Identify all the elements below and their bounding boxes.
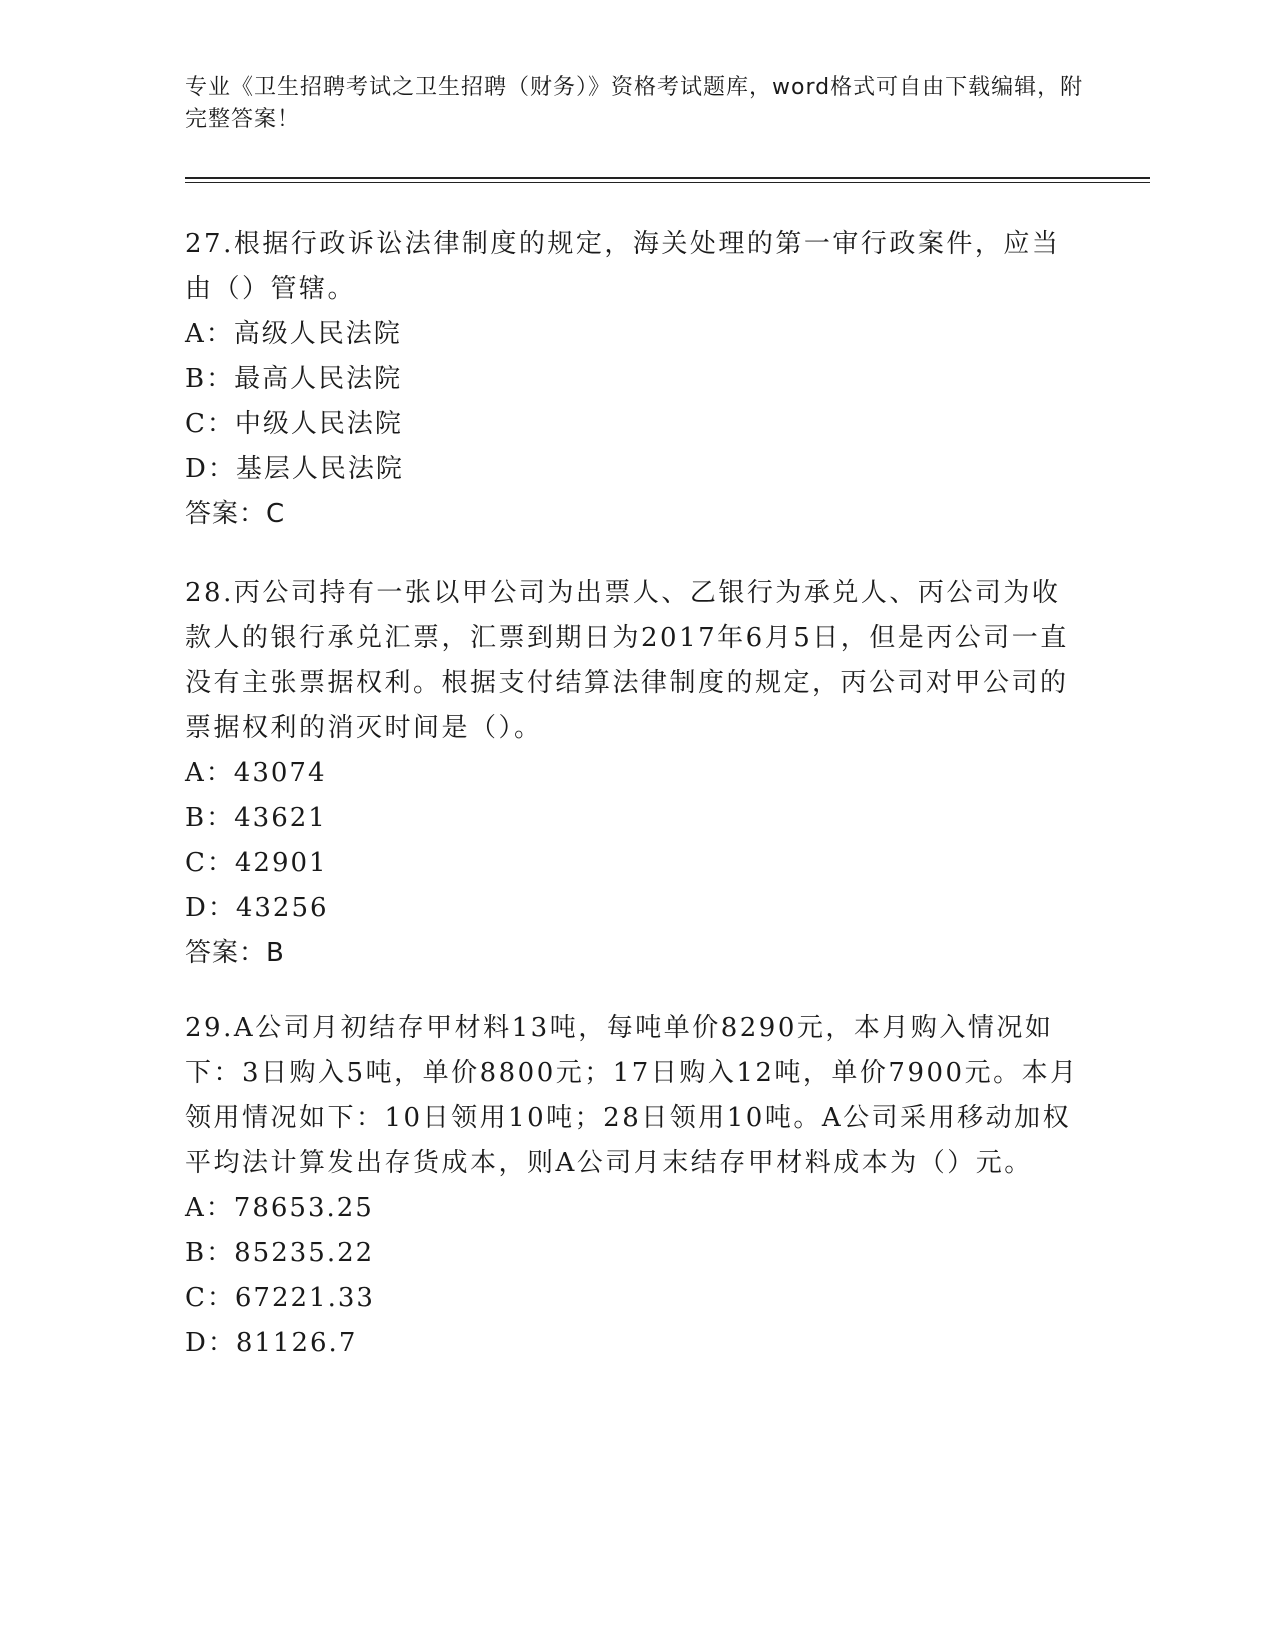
question-stem: 27.根据行政诉讼法律制度的规定，海关处理的第一审行政案件，应当由（）管辖。 [185, 229, 1061, 304]
question-29 [185, 1006, 1085, 1366]
option-b: B：85235.22 [185, 1238, 375, 1268]
option-d: D：基层人民法院 [185, 454, 404, 484]
option-d: D：43256 [185, 893, 329, 923]
option-a: A：43074 [185, 758, 327, 788]
header-divider-thin [185, 182, 1150, 183]
answer: 答案：C [185, 499, 286, 529]
option-b: B：43621 [185, 803, 327, 833]
option-a: A：高级人民法院 [185, 319, 402, 349]
option-a: A：78653.25 [185, 1193, 374, 1223]
question-27 [185, 222, 1085, 537]
document-header: 专业《卫生招聘考试之卫生招聘（财务）》资格考试题库，word格式可自由下载编辑，附完整答案！ [185, 75, 1084, 132]
header-divider [185, 177, 1150, 179]
question-stem: 28.丙公司持有一张以甲公司为出票人、乙银行为承兑人、丙公司为收款人的银行承兑汇票，汇票到期日为2017年6月5日，但是丙公司一直没有主张票据权利。根据支付结算法律制度的规定，丙公司对甲公司的票据权利的消灭时间是（）。 [185, 578, 1069, 743]
question-stem: 29.A公司月初结存甲材料13吨，每吨单价8290元，本月购入情况如下：3日购入5吨，单价8800元；17日购入12吨，单价7900元。本月领用情况如下：10日领用10吨；28日领用10吨。A公司采用移动加权平均法计算发出存货成本，则A公司月末结存甲材料成本为（）元。 [185, 1013, 1079, 1178]
answer: 答案：B [185, 938, 285, 968]
option-c: C：67221.33 [185, 1283, 375, 1313]
question-28 [185, 571, 1085, 976]
option-c: C：42901 [185, 848, 328, 878]
option-b: B：最高人民法院 [185, 364, 403, 394]
option-d: D：81126.7 [185, 1328, 358, 1358]
option-c: C：中级人民法院 [185, 409, 403, 439]
